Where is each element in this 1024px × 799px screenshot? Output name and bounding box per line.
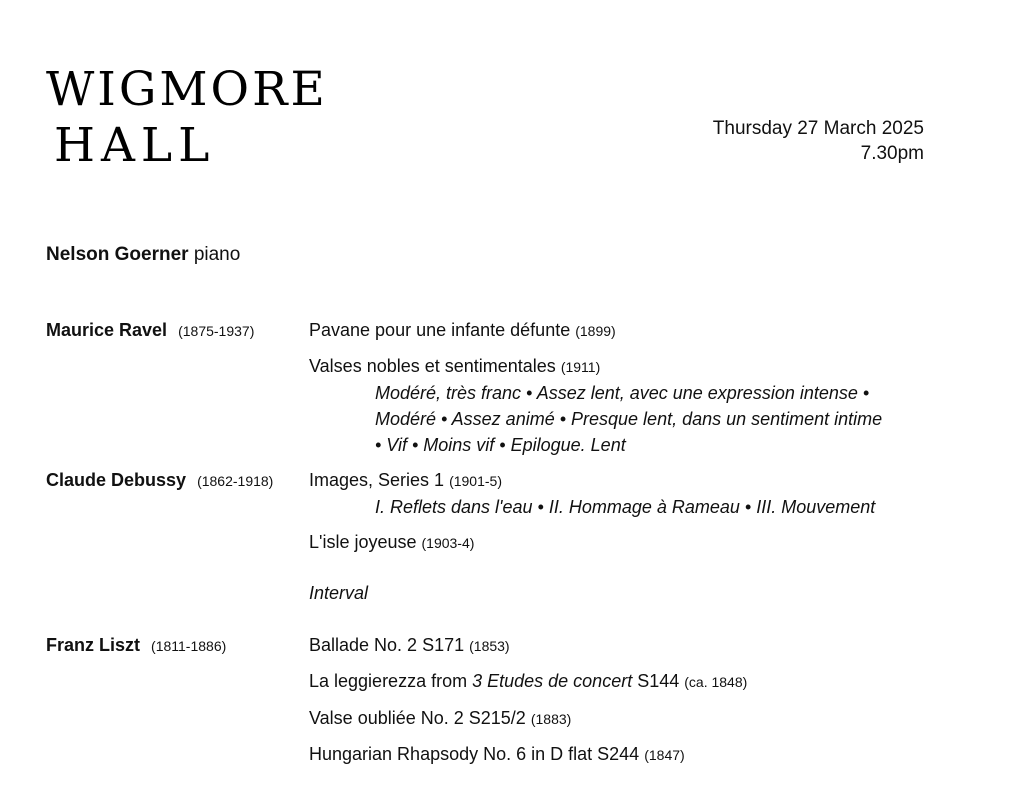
movement-line: I. Reflets dans l'eau • II. Hommage à Rameau • III. Mouvement <box>375 497 876 517</box>
work-title-italic: 3 Etudes de concert <box>472 671 633 691</box>
work-year: (ca. 1848) <box>684 674 748 690</box>
composer-dates: (1811-1886) <box>151 638 227 654</box>
work-title-suffix: S144 <box>632 671 685 691</box>
movement-line: Modéré, très franc • Assez lent, avec une expression intense • <box>375 383 870 403</box>
work-year: (1899) <box>575 323 616 339</box>
composer-dates: (1862-1918) <box>197 473 274 489</box>
work-year: (1853) <box>469 638 510 654</box>
work-year: (1911) <box>560 359 601 375</box>
work-year: (1847) <box>644 747 685 763</box>
composer-name: Claude Debussy <box>46 470 187 490</box>
composer-ravel <box>46 320 254 341</box>
logo-line-2: HALL <box>54 118 216 173</box>
event-datetime <box>713 116 924 166</box>
movements-valses <box>375 380 882 458</box>
wigmore-hall-logo <box>46 62 328 174</box>
composer-liszt <box>46 635 226 656</box>
work-title: Hungarian Rhapsody No. 6 in D flat S244 <box>309 744 645 764</box>
work-leggierezza <box>309 671 747 692</box>
work-title: Ballade No. 2 S171 <box>309 635 470 655</box>
work-title: Pavane pour une infante défunte <box>309 320 576 340</box>
composer-name: Franz Liszt <box>46 635 141 655</box>
performer-name: Nelson Goerner <box>46 244 189 265</box>
logo-line-1: WIGMORE <box>46 62 328 117</box>
composer-dates: (1875-1937) <box>178 323 255 339</box>
work-year: (1903-4) <box>421 535 475 551</box>
work-title: La leggierezza from <box>309 671 473 691</box>
work-year: (1883) <box>530 711 572 727</box>
work-title: Images, Series 1 <box>309 470 450 490</box>
work-year: (1901-5) <box>449 473 502 489</box>
work-images <box>309 470 502 491</box>
work-valses <box>309 356 600 377</box>
interval-label: Interval <box>309 583 369 603</box>
work-title: L'isle joyeuse <box>309 532 422 552</box>
event-date: Thursday 27 March 2025 <box>712 118 924 139</box>
work-hungarian-rhapsody <box>309 744 685 765</box>
composer-name: Maurice Ravel <box>46 320 168 340</box>
work-title: Valses nobles et sentimentales <box>309 356 561 376</box>
work-isle-joyeuse <box>309 532 474 553</box>
performer-line <box>46 244 240 266</box>
movement-line: • Vif • Moins vif • Epilogue. Lent <box>375 435 626 455</box>
event-time: 7.30pm <box>860 143 924 164</box>
movement-line: Modéré • Assez animé • Presque lent, dans un sentiment intime <box>375 409 883 429</box>
performer-instrument: piano <box>188 244 241 265</box>
work-valse-oubliee <box>309 708 571 729</box>
composer-debussy <box>46 470 273 491</box>
work-pavane <box>309 320 616 341</box>
work-ballade <box>309 635 510 656</box>
movements-images <box>375 494 875 520</box>
work-title: Valse oubliée No. 2 S215/2 <box>309 708 531 728</box>
